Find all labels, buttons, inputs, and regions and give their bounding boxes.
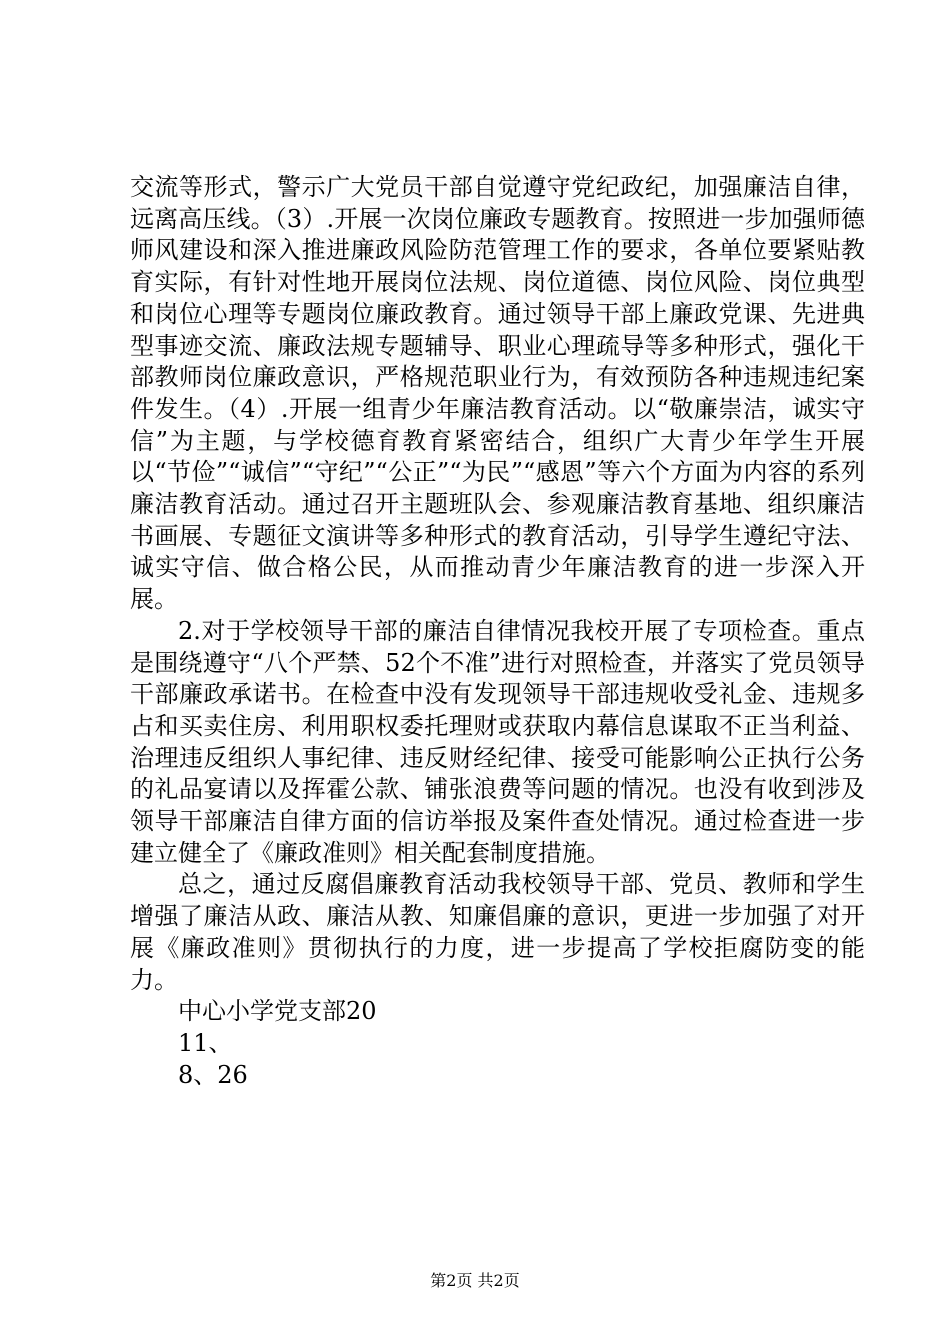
signature-organization: 中心小学党支部20 <box>178 997 377 1026</box>
signature-date: 8、26 <box>178 1060 248 1089</box>
document-body <box>130 172 865 1091</box>
paragraph-continuation: 交流等形式，警示广大党员干部自觉遵守党纪政纪，加强廉洁自律，远离高压线。（3）.开展一次岗位廉政专题教育。按照进一步加强师德师风建设和深入推进廉政风险防范管理工作的要求，各单位要紧贴教育实际，有针对性地开展岗位法规、岗位道德、岗位风险、岗位典型和岗位心理等专题岗位廉政教育。通过领导干部上廉政党课、先进典型事迹交流、廉政法规专题辅导、职业心理疏导等多种形式，强化干部教师岗位廉政意识，严格规范职业行为，有效预防各种违规违纪案件发生。（4）.开展一组青少年廉洁教育活动。以“敬廉崇洁，诚实守信”为主题，与学校德育教育紧密结合，组织广大青少年学生开展以“节俭”“诚信”“守纪”“公正”“为民”“感恩”等六个方面为内容的系列廉洁教育活动。通过召开主题班队会、参观廉洁教育基地、组织廉洁书画展、专题征文演讲等多种形式的教育活动，引导学生遵纪守法、诚实守信、做合格公民，从而推动青少年廉洁教育的进一步深入开展。 <box>130 173 865 614</box>
page-number: 第2页 共2页 <box>430 1271 520 1290</box>
signature-date-part: 11、 <box>178 1028 233 1057</box>
paragraph-summary: 总之，通过反腐倡廉教育活动我校领导干部、党员、教师和学生增强了廉洁从政、廉洁从教、知廉倡廉的意识，更进一步加强了对开展《廉政准则》贯彻执行的力度，进一步提高了学校拒腐防变的能力。 <box>130 870 865 994</box>
paragraph-inspection: 2.对于学校领导干部的廉洁自律情况我校开展了专项检查。重点是围绕遵守“八个严禁、52个不准”进行对照检查，并落实了党员领导干部廉政承诺书。在检查中没有发现领导干部违规收受礼金、违规多占和买卖住房、利用职权委托理财或获取内幕信息谋取不正当利益、治理违反组织人事纪律、违反财经纪律、接受可能影响公正执行公务的礼品宴请以及挥霍公款、铺张浪费等问题的情况。也没有收到涉及领导干部廉洁自律方面的信访举报及案件查处情况。通过检查进一步建立健全了《廉政准则》相关配套制度措施。 <box>130 616 865 867</box>
